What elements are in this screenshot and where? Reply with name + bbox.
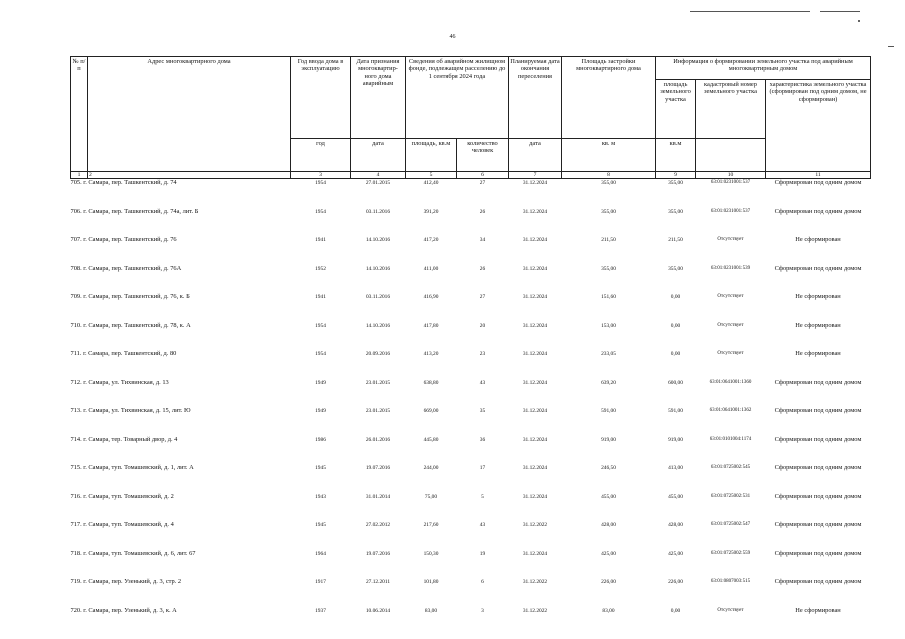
- address-text: г. Самара, туп. Томашевский, д. 6, лит. 67: [83, 549, 196, 557]
- land-area-cell: 591,00: [668, 408, 683, 414]
- planned-date-cell: 31.12.2022: [522, 579, 548, 585]
- area-cell: 417,20: [423, 237, 439, 243]
- people-cell: 27: [479, 294, 486, 300]
- year-cell: 1964: [315, 550, 326, 557]
- people-cell: 43: [479, 379, 486, 386]
- land-area-cell: 355,00: [668, 180, 683, 186]
- col-date-header: Дата признания многоквартир-ного дома аварийным: [351, 57, 406, 139]
- year-cell: 1937: [315, 607, 326, 614]
- area-cell: 417,80: [423, 322, 439, 329]
- scan-line-top-right: [690, 11, 810, 12]
- year-cell: 1954: [315, 180, 326, 186]
- address-text: г. Самара, ул. Тихвинская, д. 15, лит. Ю: [83, 407, 191, 414]
- planned-date-cell: 31.12.2022: [522, 522, 548, 528]
- cadastral-number-cell: 63:01:0101004:1174: [709, 436, 752, 442]
- land-status-cell: Сформирован под одним домом: [774, 578, 862, 585]
- year-cell: 1945: [315, 465, 326, 471]
- land-area-cell: 455,00: [668, 493, 683, 500]
- building-area-cell: 233,05: [601, 351, 616, 357]
- area-cell: 669,00: [423, 408, 439, 414]
- address-text: г. Самара, пер. Ташкентский, д. 80: [83, 350, 177, 357]
- land-area-cell: 211,50: [668, 237, 683, 243]
- people-cell: 27: [479, 180, 486, 186]
- col-index-6: 6: [457, 172, 509, 179]
- land-status-cell: Сформирован под одним домом: [774, 407, 862, 414]
- recognition-date-cell: 19.07.2016: [365, 550, 391, 557]
- year-cell: 1954: [315, 322, 326, 329]
- people-cell: 35: [479, 408, 486, 414]
- people-cell: 23: [479, 351, 486, 357]
- land-area-cell: 428,00: [668, 522, 683, 528]
- land-status-cell: Сформирован под одним домом: [774, 264, 862, 272]
- row-number-address: [71, 208, 291, 237]
- people-cell: 3: [481, 607, 484, 614]
- row-number-address: [71, 407, 291, 436]
- table-row: [71, 550, 871, 579]
- table-row: [71, 607, 871, 636]
- year-cell: 1952: [315, 265, 326, 272]
- row-number: 711.: [70, 350, 82, 357]
- table-row: [71, 578, 871, 607]
- year-cell: 1941: [315, 294, 326, 300]
- col-index-9: 9: [656, 172, 696, 179]
- land-status-cell: Не сформирован: [795, 293, 841, 300]
- table-row: [71, 436, 871, 465]
- col-land-area-header: площадь земельного участка: [656, 80, 696, 139]
- land-status-cell: Сформирован под одним домом: [774, 492, 862, 500]
- unit-area: площадь, кв.м: [406, 139, 457, 172]
- land-area-cell: 413,00: [668, 465, 683, 471]
- building-area-cell: 639,20: [601, 379, 616, 386]
- land-area-cell: 355,00: [668, 208, 683, 215]
- land-area-cell: 355,00: [668, 265, 683, 272]
- row-number-address: [71, 293, 291, 322]
- col-emergency-fund-header: Сведения об аварийном жилищном фонде, подлежащем расселению до 1 сентября 2024 года: [406, 57, 509, 139]
- address-text: г. Самара, пер. Ташкентский, д. 76А: [83, 264, 182, 272]
- address-text: г. Самара, пер. Ташкентский, д. 74а, лит. Б: [83, 207, 199, 215]
- unit-planned-date: дата: [509, 139, 562, 172]
- recognition-date-cell: 27.12.2011: [365, 579, 391, 585]
- row-number: 715.: [70, 464, 82, 471]
- col-index-10: 10: [696, 172, 766, 179]
- people-cell: 6: [481, 579, 484, 585]
- recognition-date-cell: 27.02.2012: [365, 522, 391, 528]
- cadastral-number-cell: 63:01:0231001:539: [710, 265, 751, 271]
- cadastral-number-cell: Отсутствует: [717, 322, 744, 328]
- col-index-3: 3: [291, 172, 351, 179]
- year-cell: 1941: [315, 237, 326, 243]
- year-cell: 1949: [315, 408, 326, 414]
- cadastral-number-cell: Отсутствует: [717, 607, 744, 613]
- building-area-cell: 355,00: [601, 265, 616, 272]
- area-cell: 413,20: [423, 351, 439, 357]
- col-land-info-header: Информация о формировании земельного участка под аварийным многоквартирным домом: [656, 57, 871, 80]
- people-cell: 5: [481, 493, 484, 500]
- people-cell: 26: [479, 265, 486, 272]
- row-number-address: [71, 179, 291, 208]
- scan-dot: [858, 20, 860, 22]
- area-cell: 412,40: [423, 180, 439, 186]
- col-building-area-header: Площадь застройки многоквартирного дома: [562, 57, 656, 139]
- scan-line-top-right-2: [820, 11, 860, 12]
- unit-year: год: [291, 139, 351, 172]
- row-number: 713.: [70, 407, 82, 414]
- building-area-cell: 355,00: [601, 180, 616, 186]
- row-number-address: [71, 265, 291, 294]
- row-number: 718.: [70, 549, 82, 557]
- area-cell: 411,00: [423, 265, 439, 272]
- col-planned-date-header: Планируемая дата окончания переселения: [509, 57, 562, 139]
- recognition-date-cell: 03.11.2016: [365, 208, 391, 215]
- land-status-cell: Не сформирован: [795, 350, 841, 357]
- row-number-address: [71, 322, 291, 351]
- year-cell: 1945: [315, 522, 326, 528]
- address-text: г. Самара, пер. Ташкентский, д. 78, к. А: [83, 321, 191, 329]
- building-area-cell: 455,00: [601, 493, 616, 500]
- planned-date-cell: 31.12.2022: [522, 607, 548, 614]
- col-year-header: Год ввода дома в эксплуатацию: [291, 57, 351, 139]
- area-cell: 83,00: [424, 607, 438, 614]
- address-text: г. Самара, пер. Ташкентский, д. 76: [83, 236, 177, 243]
- building-area-cell: 428,00: [601, 522, 616, 528]
- building-area-cell: 153,00: [601, 322, 616, 329]
- recognition-date-cell: 14.10.2016: [365, 265, 391, 272]
- recognition-date-cell: 10.06.2014: [365, 607, 391, 614]
- planned-date-cell: 31.12.2024: [522, 436, 548, 443]
- land-area-cell: 0,00: [670, 294, 681, 300]
- year-cell: 1954: [315, 208, 326, 215]
- planned-date-cell: 31.12.2024: [522, 550, 548, 557]
- row-number-address: [71, 607, 291, 636]
- people-cell: 20: [479, 322, 486, 329]
- cadastral-number-cell: 63:01:0725002:545: [710, 465, 751, 470]
- land-status-cell: Не сформирован: [795, 606, 841, 614]
- row-number-address: [71, 578, 291, 607]
- col-address-header: Адрес многоквартирного дома: [88, 57, 291, 172]
- table-row: [71, 407, 871, 436]
- land-area-cell: 0,00: [670, 322, 681, 329]
- unit-date: дата: [351, 139, 406, 172]
- table-row: [71, 350, 871, 379]
- people-cell: 17: [479, 465, 486, 471]
- col-land-status-header: характеристика земельного участка (сформирован под одним домом, не сформирован): [766, 80, 871, 172]
- row-number: 708.: [70, 264, 82, 272]
- planned-date-cell: 31.12.2024: [522, 265, 548, 272]
- building-area-cell: 355,00: [601, 208, 616, 215]
- row-number: 717.: [70, 521, 82, 528]
- planned-date-cell: 31.12.2024: [522, 294, 548, 300]
- area-cell: 101,80: [423, 579, 439, 585]
- row-number: 707.: [70, 236, 82, 243]
- row-number: 719.: [70, 578, 82, 585]
- address-text: г. Самара, туп. Томашевский, д. 1, лит. А: [83, 464, 194, 471]
- planned-date-cell: 31.12.2024: [522, 322, 548, 329]
- planned-date-cell: 31.12.2024: [522, 379, 548, 386]
- area-cell: 244,00: [423, 465, 439, 471]
- col-cadastral-header: кадастровый номер земельного участка: [696, 80, 766, 139]
- address-text: г. Самара, туп. Томашевский, д. 4: [83, 521, 174, 528]
- building-area-cell: 83,00: [602, 607, 615, 614]
- unit-cadastral-empty: [696, 139, 766, 172]
- cadastral-number-cell: 63:01:0231001:537: [710, 208, 751, 214]
- table-row: [71, 379, 871, 408]
- planned-date-cell: 31.12.2024: [522, 408, 548, 414]
- row-number: 710.: [70, 321, 82, 329]
- people-cell: 43: [479, 522, 486, 528]
- building-area-cell: 246,50: [601, 465, 616, 471]
- table-row: [71, 293, 871, 322]
- table-header: [71, 57, 871, 179]
- recognition-date-cell: 14.10.2016: [365, 237, 391, 243]
- recognition-date-cell: 23.01.2015: [365, 379, 391, 386]
- land-status-cell: Сформирован под одним домом: [774, 378, 862, 386]
- year-cell: 1943: [315, 493, 326, 500]
- cadastral-number-cell: 63:01:0725002:547: [710, 522, 751, 527]
- address-text: г. Самара, тер. Товарный двор, д. 4: [83, 435, 178, 443]
- people-cell: 19: [479, 550, 486, 557]
- building-area-cell: 919,00: [601, 436, 616, 443]
- planned-date-cell: 31.12.2024: [522, 465, 548, 471]
- area-cell: 638,80: [423, 379, 439, 386]
- cadastral-number-cell: 63:01:0725002:531: [710, 493, 751, 499]
- land-area-cell: 226,00: [668, 579, 683, 585]
- planned-date-cell: 31.12.2024: [522, 237, 548, 243]
- col-index-1: 1: [71, 172, 88, 179]
- land-status-cell: Не сформирован: [795, 321, 841, 329]
- building-area-cell: 425,00: [601, 550, 616, 557]
- table-body: [71, 179, 871, 636]
- recognition-date-cell: 31.01.2014: [365, 493, 391, 500]
- land-status-cell: Сформирован под одним домом: [774, 179, 862, 186]
- row-number-address: [71, 379, 291, 408]
- area-cell: 150,30: [423, 550, 439, 557]
- row-number-address: [71, 493, 291, 522]
- cadastral-number-cell: 63:01:0807003:515: [710, 579, 751, 584]
- people-cell: 36: [479, 436, 486, 443]
- address-text: г. Самара, пер. Ташкентский, д. 76, к. Б: [83, 293, 190, 300]
- land-status-cell: Сформирован под одним домом: [774, 464, 862, 471]
- land-status-cell: Сформирован под одним домом: [774, 207, 862, 215]
- col-index-7: 7: [509, 172, 562, 179]
- recognition-date-cell: 26.01.2016: [365, 436, 391, 443]
- address-text: г. Самара, ул. Тихвинская, д. 13: [83, 378, 169, 386]
- col-index-4: 4: [351, 172, 406, 179]
- col-index-5: 5: [406, 172, 457, 179]
- row-number: 716.: [70, 492, 82, 500]
- address-text: г. Самара, пер. Узенький, д. 3, к. А: [83, 606, 177, 614]
- table-row: [71, 464, 871, 493]
- recognition-date-cell: 20.09.2016: [365, 351, 391, 357]
- row-number: 712.: [70, 378, 82, 386]
- area-cell: 416,90: [423, 294, 439, 300]
- row-number: 706.: [70, 207, 82, 215]
- building-area-cell: 591,00: [601, 408, 616, 414]
- recognition-date-cell: 19.07.2016: [365, 465, 391, 471]
- land-area-cell: 0,00: [670, 607, 681, 614]
- building-area-cell: 226,00: [601, 579, 616, 585]
- area-cell: 391,20: [423, 208, 439, 215]
- land-status-cell: Сформирован под одним домом: [774, 435, 862, 443]
- col-index-2: 2: [88, 172, 291, 179]
- table-row: [71, 265, 871, 294]
- table-row: [71, 179, 871, 208]
- planned-date-cell: 31.12.2024: [522, 351, 548, 357]
- cadastral-number-cell: 63:01:0641001:1360: [709, 379, 752, 385]
- row-number: 714.: [70, 435, 82, 443]
- col-index-11: 11: [766, 172, 871, 179]
- cadastral-number-cell: Отсутствует: [717, 294, 744, 299]
- row-number-address: [71, 550, 291, 579]
- table-row: [71, 322, 871, 351]
- year-cell: 1954: [315, 351, 326, 357]
- land-status-cell: Не сформирован: [795, 236, 841, 243]
- land-area-cell: 425,00: [668, 550, 683, 557]
- recognition-date-cell: 23.01.2015: [365, 408, 391, 414]
- year-cell: 1986: [315, 436, 326, 443]
- area-cell: 217,60: [423, 522, 439, 528]
- address-text: г. Самара, пер. Узенький, д. 3, стр. 2: [83, 578, 182, 585]
- row-number-address: [71, 236, 291, 265]
- unit-building-area: кв. м: [562, 139, 656, 172]
- area-cell: 445,80: [423, 436, 439, 443]
- row-number: 705.: [70, 179, 82, 186]
- planned-date-cell: 31.12.2024: [522, 208, 548, 215]
- recognition-date-cell: 27.01.2015: [365, 180, 391, 186]
- apartment-buildings-table: [70, 56, 871, 635]
- table-row: [71, 236, 871, 265]
- recognition-date-cell: 14.10.2016: [365, 322, 391, 329]
- building-area-cell: 211,50: [601, 237, 616, 243]
- land-area-cell: 0,00: [670, 351, 681, 357]
- cadastral-number-cell: 63:01:0641001:1362: [709, 408, 752, 413]
- row-number-address: [71, 521, 291, 550]
- planned-date-cell: 31.12.2024: [522, 180, 548, 186]
- people-cell: 34: [479, 237, 486, 243]
- building-area-cell: 151,60: [601, 294, 616, 300]
- cadastral-number-cell: 63:01:0725002:559: [710, 550, 751, 556]
- year-cell: 1917: [315, 579, 326, 585]
- scan-line-right: [888, 46, 894, 47]
- table-row: [71, 521, 871, 550]
- address-text: г. Самара, пер. Ташкентский, д. 74: [83, 179, 177, 186]
- col-index-8: 8: [562, 172, 656, 179]
- row-number-address: [71, 464, 291, 493]
- cadastral-number-cell: 63:01:0231001:537: [710, 180, 751, 185]
- row-number: 709.: [70, 293, 82, 300]
- cadastral-number-cell: Отсутствует: [717, 237, 744, 242]
- row-number: 720.: [70, 606, 82, 614]
- recognition-date-cell: 03.11.2016: [365, 294, 391, 300]
- table-row: [71, 493, 871, 522]
- land-area-cell: 600,00: [668, 379, 683, 386]
- land-status-cell: Сформирован под одним домом: [774, 549, 862, 557]
- page-number: 46: [449, 34, 456, 40]
- year-cell: 1949: [315, 379, 326, 386]
- area-cell: 75,00: [424, 493, 438, 500]
- unit-land-area: кв.м: [656, 139, 696, 172]
- col-number-header: № п/п: [71, 57, 88, 172]
- table-row: [71, 208, 871, 237]
- people-cell: 26: [479, 208, 486, 215]
- cadastral-number-cell: Отсутствует: [717, 351, 744, 356]
- land-status-cell: Сформирован под одним домом: [774, 521, 862, 528]
- land-area-cell: 919,00: [668, 436, 683, 443]
- unit-people: количество человек: [457, 139, 509, 172]
- row-number-address: [71, 436, 291, 465]
- address-text: г. Самара, туп. Томашевский, д. 2: [83, 492, 174, 500]
- planned-date-cell: 31.12.2024: [522, 493, 548, 500]
- row-number-address: [71, 350, 291, 379]
